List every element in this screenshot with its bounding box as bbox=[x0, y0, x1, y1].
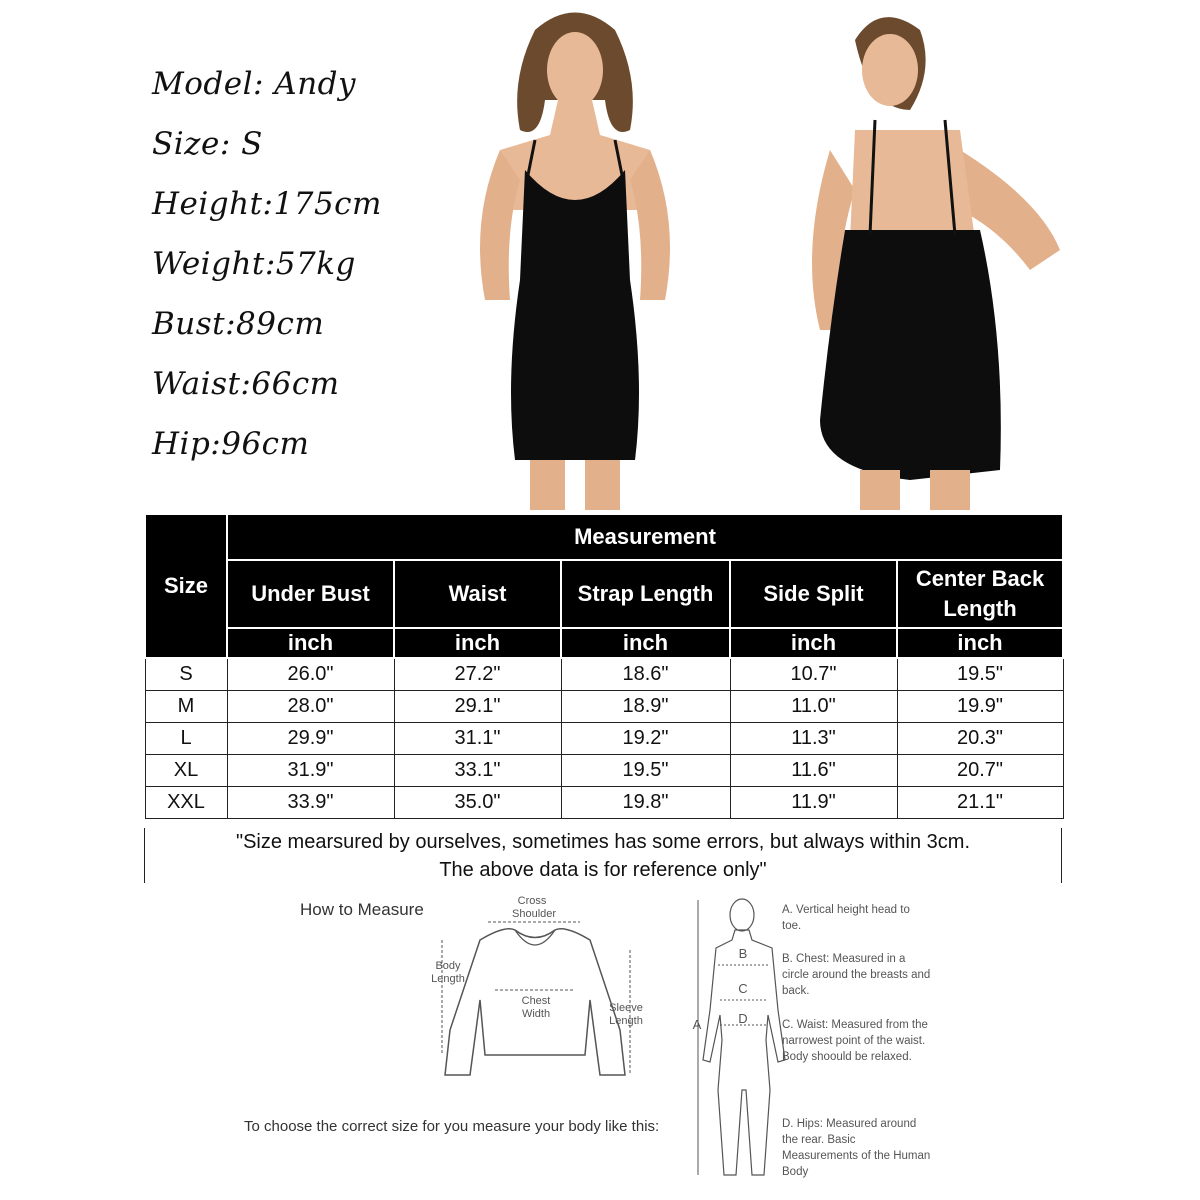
table-cell: 26.0" bbox=[227, 658, 394, 691]
table-cell: 20.3" bbox=[897, 723, 1063, 755]
cross-shoulder-label: Cross Shoulder bbox=[512, 895, 557, 920]
column-header-under-bust: Under Bust bbox=[227, 560, 394, 628]
model-size: Size: S bbox=[152, 126, 263, 162]
size-note-line-2: The above data is for reference only" bbox=[439, 859, 767, 881]
table-row bbox=[145, 787, 1063, 819]
model-photo-front bbox=[440, 0, 710, 510]
choose-size-text: To choose the correct size for you measure your body like this: bbox=[244, 1118, 660, 1135]
size-header: Size bbox=[145, 514, 227, 658]
size-cell: XXL bbox=[145, 787, 227, 819]
legend-b: B. Chest: Measured in a circle around the breasts and back. bbox=[782, 953, 931, 997]
table-cell: 11.9" bbox=[730, 787, 897, 819]
how-to-measure-title: How to Measure bbox=[300, 900, 424, 919]
shirt-diagram bbox=[420, 890, 650, 1090]
unit-label: inch bbox=[394, 628, 561, 658]
table-cell: 19.2" bbox=[561, 723, 730, 755]
legend-c: C. Waist: Measured from the narrowest point of the waist. Body shoould be relaxed. bbox=[782, 1019, 928, 1063]
table-row bbox=[145, 658, 1063, 691]
column-header-side-split: Side Split bbox=[730, 560, 897, 628]
model-name: Model: Andy bbox=[152, 66, 357, 102]
column-header-waist: Waist bbox=[394, 560, 561, 628]
model-weight: Weight:57kg bbox=[152, 246, 356, 282]
body-letter-d: D bbox=[738, 1011, 748, 1026]
table-cell: 31.9" bbox=[227, 755, 394, 787]
body-length-label: Body Length bbox=[431, 960, 465, 985]
model-height: Height:175cm bbox=[152, 186, 382, 222]
table-cell: 18.6" bbox=[561, 658, 730, 691]
size-cell: M bbox=[145, 691, 227, 723]
table-cell: 21.1" bbox=[897, 787, 1063, 819]
table-cell: 20.7" bbox=[897, 755, 1063, 787]
table-cell: 19.5" bbox=[897, 658, 1063, 691]
model-hip: Hip:96cm bbox=[152, 426, 310, 462]
body-letter-b: B bbox=[738, 946, 748, 961]
table-cell: 29.1" bbox=[394, 691, 561, 723]
unit-label: inch bbox=[561, 628, 730, 658]
table-cell: 27.2" bbox=[394, 658, 561, 691]
table-cell: 10.7" bbox=[730, 658, 897, 691]
column-header-strap-length: Strap Length bbox=[561, 560, 730, 628]
chest-width-label: Chest Width bbox=[521, 995, 551, 1020]
measurement-header: Measurement bbox=[227, 514, 1063, 560]
size-cell: XL bbox=[145, 755, 227, 787]
table-cell: 11.3" bbox=[730, 723, 897, 755]
table-cell: 33.9" bbox=[227, 787, 394, 819]
size-note bbox=[144, 828, 1062, 883]
table-row bbox=[145, 755, 1063, 787]
table-cell: 11.0" bbox=[730, 691, 897, 723]
size-chart-table bbox=[144, 513, 1064, 819]
model-photo-back bbox=[760, 0, 1080, 510]
model-bust: Bust:89cm bbox=[152, 306, 325, 342]
unit-label: inch bbox=[227, 628, 394, 658]
column-header-center-back-length: Center Back Length bbox=[897, 560, 1063, 628]
model-waist: Waist:66cm bbox=[152, 366, 340, 402]
table-cell: 19.5" bbox=[561, 755, 730, 787]
sleeve-length-label: Sleeve Length bbox=[609, 1002, 643, 1027]
size-cell: S bbox=[145, 658, 227, 691]
table-row bbox=[145, 723, 1063, 755]
table-cell: 35.0" bbox=[394, 787, 561, 819]
table-row bbox=[145, 691, 1063, 723]
table-cell: 31.1" bbox=[394, 723, 561, 755]
table-cell: 19.8" bbox=[561, 787, 730, 819]
body-letter-c: C bbox=[738, 981, 748, 996]
table-cell: 28.0" bbox=[227, 691, 394, 723]
model-info bbox=[152, 54, 382, 474]
table-cell: 19.9" bbox=[897, 691, 1063, 723]
table-cell: 11.6" bbox=[730, 755, 897, 787]
size-note-line-1: "Size mearsured by ourselves, sometimes has some errors, but always within 3cm. bbox=[235, 831, 971, 853]
legend-a: A. Vertical height head to toe. bbox=[782, 904, 910, 932]
unit-label: inch bbox=[897, 628, 1063, 658]
table-cell: 29.9" bbox=[227, 723, 394, 755]
size-cell: L bbox=[145, 723, 227, 755]
legend-d: D. Hips: Measured around the rear. Basic Measurements of the Human Body bbox=[782, 1118, 931, 1178]
table-cell: 18.9" bbox=[561, 691, 730, 723]
table-cell: 33.1" bbox=[394, 755, 561, 787]
unit-label: inch bbox=[730, 628, 897, 658]
body-letter-a: A bbox=[692, 1017, 702, 1032]
